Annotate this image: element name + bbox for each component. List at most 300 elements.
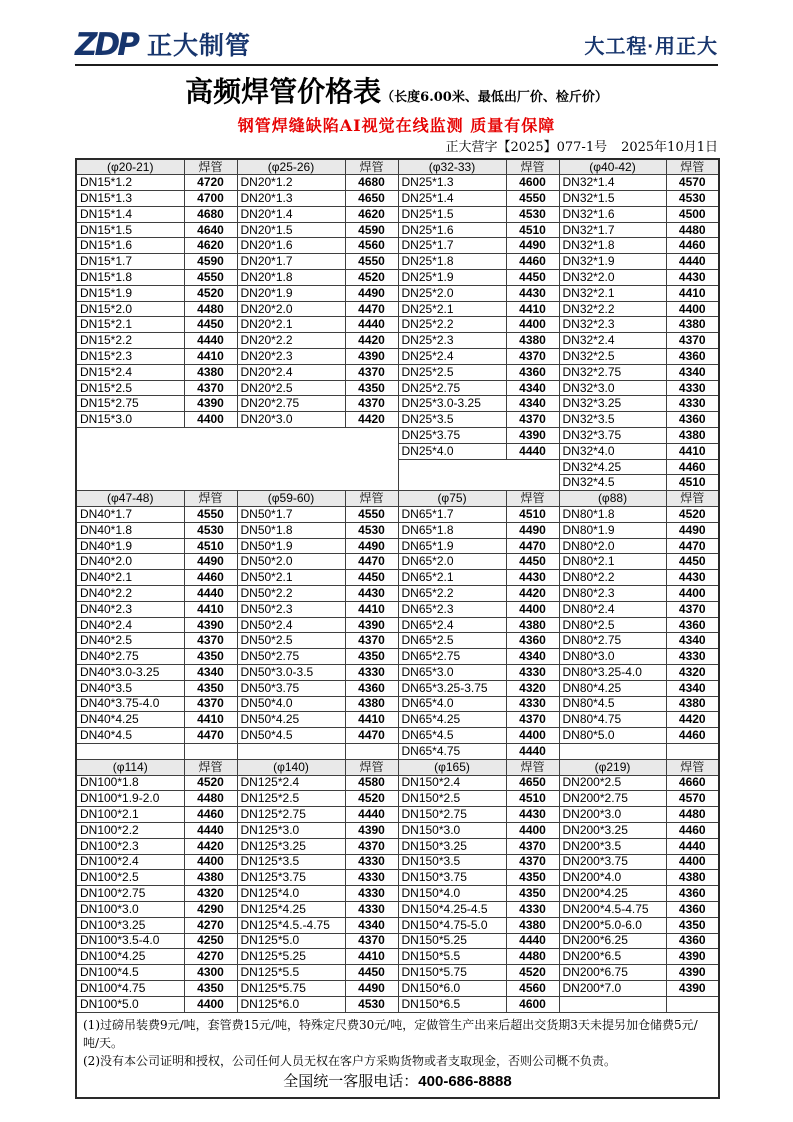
- title-subtitle: （长度6.00米、最低出厂价、检斤价）: [381, 90, 608, 105]
- pipe-size-cell: DN32*2.4: [559, 333, 666, 349]
- doc-date: 2025年10月1日: [621, 140, 718, 155]
- pipe-price-cell: 4400: [666, 301, 719, 317]
- pipe-size-cell: DN150*3.25: [398, 838, 506, 854]
- pipe-price-cell: 4650: [506, 775, 559, 791]
- pipe-size-cell: DN150*2.4: [398, 775, 506, 791]
- pipe-size-cell: DN200*4.25: [559, 886, 666, 902]
- pipe-price-cell: 4550: [184, 270, 237, 286]
- pipe-price-cell: 4360: [666, 617, 719, 633]
- pipe-price-cell: 4400: [506, 728, 559, 744]
- pipe-size-cell: DN32*1.4: [559, 175, 666, 191]
- table-row: [76, 301, 719, 317]
- price-col-header: 焊管: [184, 159, 237, 175]
- pipe-size-cell: DN15*1.3: [76, 191, 184, 207]
- company-logo: [75, 27, 251, 63]
- pipe-price-cell: 4410: [506, 301, 559, 317]
- pipe-size-cell: DN25*2.75: [398, 380, 506, 396]
- pipe-price-cell: 4440: [345, 807, 398, 823]
- pipe-price-cell: 4370: [345, 838, 398, 854]
- pipe-size-cell: DN25*3.5: [398, 412, 506, 428]
- empty-cell: [237, 743, 345, 759]
- pipe-price-cell: 4380: [184, 364, 237, 380]
- pipe-size-cell: DN100*2.2: [76, 822, 184, 838]
- pipe-price-cell: 4390: [184, 617, 237, 633]
- pipe-size-cell: DN50*2.2: [237, 586, 345, 602]
- size-col-header: (φ165): [398, 759, 506, 775]
- pipe-price-cell: 4460: [666, 459, 719, 475]
- price-table-body: [76, 159, 719, 1012]
- table-row: [76, 206, 719, 222]
- size-col-header: (φ25-26): [237, 159, 345, 175]
- pipe-size-cell: DN150*3.5: [398, 854, 506, 870]
- hotline-label: 全国统一客服电话：: [283, 1071, 419, 1090]
- size-col-header: (φ59-60): [237, 491, 345, 507]
- pipe-size-cell: DN80*4.5: [559, 696, 666, 712]
- pipe-price-cell: 4480: [184, 791, 237, 807]
- notes-cell: [76, 1012, 719, 1098]
- pipe-price-cell: 4440: [506, 743, 559, 759]
- pipe-price-cell: 4400: [184, 996, 237, 1012]
- pipe-price-cell: 4490: [345, 980, 398, 996]
- pipe-price-cell: 4490: [506, 238, 559, 254]
- pipe-size-cell: DN100*3.5-4.0: [76, 933, 184, 949]
- pipe-size-cell: DN32*2.1: [559, 285, 666, 301]
- pipe-size-cell: DN50*4.0: [237, 696, 345, 712]
- pipe-size-cell: DN80*4.75: [559, 712, 666, 728]
- pipe-price-cell: 4460: [506, 254, 559, 270]
- pipe-size-cell: DN25*1.6: [398, 222, 506, 238]
- table-row: [76, 775, 719, 791]
- pipe-size-cell: DN25*2.1: [398, 301, 506, 317]
- pipe-size-cell: DN20*1.3: [237, 191, 345, 207]
- pipe-size-cell: DN20*1.8: [237, 270, 345, 286]
- pipe-price-cell: 4510: [506, 507, 559, 523]
- pipe-size-cell: DN100*1.8: [76, 775, 184, 791]
- pipe-size-cell: DN150*4.25-4.5: [398, 901, 506, 917]
- size-col-header: (φ32-33): [398, 159, 506, 175]
- pipe-price-cell: 4490: [506, 522, 559, 538]
- pipe-size-cell: DN65*2.0: [398, 554, 506, 570]
- pipe-size-cell: DN15*1.9: [76, 285, 184, 301]
- size-col-header: (φ75): [398, 491, 506, 507]
- table-row: [76, 380, 719, 396]
- pipe-price-cell: 4680: [345, 175, 398, 191]
- pipe-size-cell: DN40*3.0-3.25: [76, 665, 184, 681]
- pipe-size-cell: DN40*4.25: [76, 712, 184, 728]
- pipe-size-cell: DN25*3.75: [398, 428, 506, 444]
- pipe-size-cell: DN150*6.0: [398, 980, 506, 996]
- pipe-size-cell: DN125*3.25: [237, 838, 345, 854]
- pipe-price-cell: 4470: [506, 538, 559, 554]
- pipe-price-cell: 4660: [666, 775, 719, 791]
- pipe-price-cell: 4360: [666, 901, 719, 917]
- pipe-size-cell: DN200*7.0: [559, 980, 666, 996]
- size-col-header: (φ47-48): [76, 491, 184, 507]
- pipe-price-cell: 4370: [345, 633, 398, 649]
- table-row: [76, 665, 719, 681]
- pipe-size-cell: DN40*1.9: [76, 538, 184, 554]
- pipe-price-cell: 4520: [184, 775, 237, 791]
- pipe-size-cell: DN150*5.25: [398, 933, 506, 949]
- pipe-size-cell: DN32*4.5: [559, 475, 666, 491]
- pipe-size-cell: DN125*5.25: [237, 949, 345, 965]
- pipe-price-cell: 4410: [184, 349, 237, 365]
- pipe-size-cell: DN65*4.25: [398, 712, 506, 728]
- pipe-price-cell: 4600: [506, 996, 559, 1012]
- pipe-price-cell: 4510: [184, 538, 237, 554]
- pipe-size-cell: DN150*6.5: [398, 996, 506, 1012]
- pipe-price-cell: 4530: [184, 522, 237, 538]
- pipe-price-cell: 4400: [506, 822, 559, 838]
- pipe-price-cell: 4590: [345, 222, 398, 238]
- table-row: [76, 901, 719, 917]
- note-1: (1)过磅吊装费9元/吨，套管费15元/吨，特殊定尺费30元/吨，定做管生产出来后超出交货期3天未提另加仓储费5元/吨/天。: [83, 1017, 698, 1050]
- pipe-size-cell: DN50*2.75: [237, 649, 345, 665]
- pipe-price-cell: 4370: [666, 333, 719, 349]
- table-row: [76, 791, 719, 807]
- pipe-price-cell: 4370: [345, 364, 398, 380]
- pipe-price-cell: 4380: [666, 696, 719, 712]
- pipe-size-cell: DN65*1.7: [398, 507, 506, 523]
- table-row: [76, 191, 719, 207]
- pipe-size-cell: DN15*2.5: [76, 380, 184, 396]
- table-row: [76, 728, 719, 744]
- pipe-size-cell: DN20*1.6: [237, 238, 345, 254]
- table-row: [76, 333, 719, 349]
- table-row: [76, 570, 719, 586]
- pipe-size-cell: DN65*2.3: [398, 601, 506, 617]
- hotline: [83, 1071, 712, 1092]
- pipe-size-cell: DN80*5.0: [559, 728, 666, 744]
- pipe-size-cell: DN20*2.1: [237, 317, 345, 333]
- pipe-price-cell: 4700: [184, 191, 237, 207]
- pipe-size-cell: DN200*6.75: [559, 965, 666, 981]
- pipe-price-cell: 4450: [345, 570, 398, 586]
- pipe-size-cell: DN40*2.1: [76, 570, 184, 586]
- table-row: [76, 965, 719, 981]
- table-row: [76, 412, 719, 428]
- pipe-price-cell: 4350: [506, 870, 559, 886]
- pipe-price-cell: 4430: [506, 570, 559, 586]
- pipe-price-cell: 4390: [345, 617, 398, 633]
- pipe-size-cell: DN32*3.0: [559, 380, 666, 396]
- pipe-price-cell: 4680: [184, 206, 237, 222]
- pipe-size-cell: DN32*3.5: [559, 412, 666, 428]
- pipe-size-cell: DN15*2.2: [76, 333, 184, 349]
- pipe-size-cell: DN100*5.0: [76, 996, 184, 1012]
- pipe-size-cell: DN20*2.5: [237, 380, 345, 396]
- pipe-size-cell: DN40*2.5: [76, 633, 184, 649]
- pipe-size-cell: DN50*4.5: [237, 728, 345, 744]
- pipe-price-cell: 4400: [184, 854, 237, 870]
- pipe-price-cell: 4430: [666, 570, 719, 586]
- pipe-size-cell: DN65*2.1: [398, 570, 506, 586]
- pipe-size-cell: DN80*2.2: [559, 570, 666, 586]
- price-col-header: 焊管: [345, 491, 398, 507]
- table-row: [76, 285, 719, 301]
- pipe-price-cell: 4360: [506, 633, 559, 649]
- pipe-price-cell: 4380: [506, 333, 559, 349]
- pipe-size-cell: DN100*3.0: [76, 901, 184, 917]
- pipe-price-cell: 4400: [184, 412, 237, 428]
- empty-cell: [76, 743, 184, 759]
- pipe-price-cell: 4530: [345, 522, 398, 538]
- pipe-size-cell: DN100*2.75: [76, 886, 184, 902]
- pipe-size-cell: DN65*2.2: [398, 586, 506, 602]
- pipe-size-cell: DN150*2.75: [398, 807, 506, 823]
- quality-notice: 钢管焊缝缺陷AI视觉在线监测 质量有保障: [237, 116, 556, 135]
- pipe-size-cell: DN20*2.3: [237, 349, 345, 365]
- pipe-price-cell: 4520: [345, 270, 398, 286]
- pipe-price-cell: 4480: [666, 807, 719, 823]
- pipe-size-cell: DN200*3.75: [559, 854, 666, 870]
- pipe-size-cell: DN65*1.8: [398, 522, 506, 538]
- pipe-size-cell: DN150*3.75: [398, 870, 506, 886]
- table-row: [76, 364, 719, 380]
- pipe-price-cell: 4350: [506, 886, 559, 902]
- pipe-price-cell: 4450: [506, 554, 559, 570]
- pipe-price-cell: 4370: [184, 633, 237, 649]
- table-row: [76, 586, 719, 602]
- header-divider: [75, 64, 718, 66]
- zdp-logo-mark: ZDP: [75, 27, 137, 63]
- pipe-price-cell: 4350: [184, 680, 237, 696]
- pipe-price-cell: 4480: [184, 301, 237, 317]
- table-row: [76, 933, 719, 949]
- pipe-size-cell: DN50*2.0: [237, 554, 345, 570]
- pipe-price-cell: 4520: [184, 285, 237, 301]
- pipe-size-cell: DN15*1.7: [76, 254, 184, 270]
- pipe-price-cell: 4300: [184, 965, 237, 981]
- pipe-price-cell: 4530: [345, 996, 398, 1012]
- size-col-header: (φ140): [237, 759, 345, 775]
- pipe-size-cell: DN200*2.75: [559, 791, 666, 807]
- pipe-size-cell: DN32*2.2: [559, 301, 666, 317]
- pipe-price-cell: 4620: [184, 238, 237, 254]
- pipe-size-cell: DN40*2.4: [76, 617, 184, 633]
- table-row: [76, 538, 719, 554]
- pipe-size-cell: DN200*6.25: [559, 933, 666, 949]
- pipe-size-cell: DN15*1.2: [76, 175, 184, 191]
- empty-cell: [184, 743, 237, 759]
- pipe-price-cell: 4320: [506, 680, 559, 696]
- pipe-size-cell: DN20*1.7: [237, 254, 345, 270]
- pipe-size-cell: DN65*4.0: [398, 696, 506, 712]
- pipe-price-cell: 4340: [345, 917, 398, 933]
- pipe-price-cell: 4320: [184, 886, 237, 902]
- pipe-size-cell: DN32*1.6: [559, 206, 666, 222]
- pipe-price-cell: 4250: [184, 933, 237, 949]
- pipe-price-cell: 4390: [506, 428, 559, 444]
- pipe-size-cell: DN32*2.3: [559, 317, 666, 333]
- pipe-size-cell: DN100*3.25: [76, 917, 184, 933]
- pipe-size-cell: DN40*2.3: [76, 601, 184, 617]
- pipe-size-cell: DN80*2.1: [559, 554, 666, 570]
- pipe-size-cell: DN80*2.0: [559, 538, 666, 554]
- pipe-price-cell: 4720: [184, 175, 237, 191]
- section-header-row: [76, 491, 719, 507]
- table-row: [76, 396, 719, 412]
- table-row: [76, 743, 719, 759]
- pipe-size-cell: DN15*2.3: [76, 349, 184, 365]
- size-col-header: (φ20-21): [76, 159, 184, 175]
- pipe-size-cell: DN125*2.75: [237, 807, 345, 823]
- pipe-size-cell: DN65*3.0: [398, 665, 506, 681]
- pipe-price-cell: 4360: [506, 364, 559, 380]
- pipe-price-cell: 4460: [666, 238, 719, 254]
- pipe-size-cell: DN15*2.4: [76, 364, 184, 380]
- pipe-price-cell: 4370: [345, 396, 398, 412]
- pipe-price-cell: 4430: [506, 807, 559, 823]
- pipe-price-cell: 4470: [666, 538, 719, 554]
- pipe-size-cell: DN125*5.5: [237, 965, 345, 981]
- pipe-price-cell: 4380: [666, 317, 719, 333]
- pipe-size-cell: DN40*3.75-4.0: [76, 696, 184, 712]
- table-row: [76, 807, 719, 823]
- pipe-price-cell: 4400: [666, 586, 719, 602]
- pipe-price-cell: 4460: [184, 570, 237, 586]
- pipe-price-cell: 4640: [184, 222, 237, 238]
- pipe-price-cell: 4380: [506, 617, 559, 633]
- note-2: (2)没有本公司证明和授权，公司任何人员无权在客户方采购货物或者支取现金，否则公司概不负责。: [83, 1053, 617, 1068]
- pipe-price-cell: 4500: [666, 206, 719, 222]
- pipe-size-cell: DN25*4.0: [398, 443, 506, 459]
- pipe-size-cell: DN100*4.5: [76, 965, 184, 981]
- pipe-price-cell: 4430: [345, 586, 398, 602]
- table-row: [76, 996, 719, 1012]
- pipe-price-cell: 4470: [184, 728, 237, 744]
- pipe-price-cell: 4440: [506, 443, 559, 459]
- pipe-size-cell: DN200*3.25: [559, 822, 666, 838]
- pipe-price-cell: 4330: [345, 886, 398, 902]
- pipe-price-cell: 4460: [666, 822, 719, 838]
- pipe-size-cell: DN40*1.7: [76, 507, 184, 523]
- pipe-size-cell: DN80*1.9: [559, 522, 666, 538]
- pipe-size-cell: DN25*1.8: [398, 254, 506, 270]
- pipe-price-cell: 4560: [345, 238, 398, 254]
- pipe-size-cell: DN65*2.5: [398, 633, 506, 649]
- pipe-size-cell: DN150*2.5: [398, 791, 506, 807]
- pipe-size-cell: DN25*2.3: [398, 333, 506, 349]
- table-row: [76, 854, 719, 870]
- pipe-size-cell: DN100*2.1: [76, 807, 184, 823]
- pipe-price-cell: 4450: [506, 270, 559, 286]
- pipe-price-cell: 4350: [345, 380, 398, 396]
- table-row: [76, 522, 719, 538]
- pipe-price-cell: 4370: [666, 601, 719, 617]
- pipe-size-cell: DN125*3.5: [237, 854, 345, 870]
- pipe-size-cell: DN32*3.25: [559, 396, 666, 412]
- size-col-header: (φ40-42): [559, 159, 666, 175]
- pipe-size-cell: DN80*3.0: [559, 649, 666, 665]
- pipe-size-cell: DN100*4.75: [76, 980, 184, 996]
- pipe-size-cell: DN20*2.4: [237, 364, 345, 380]
- pipe-size-cell: DN65*2.75: [398, 649, 506, 665]
- table-row: [76, 601, 719, 617]
- pipe-size-cell: DN80*2.3: [559, 586, 666, 602]
- pipe-size-cell: DN20*3.0: [237, 412, 345, 428]
- pipe-size-cell: DN125*4.5.-4.75: [237, 917, 345, 933]
- pipe-price-cell: 4490: [666, 522, 719, 538]
- pipe-price-cell: 4270: [184, 949, 237, 965]
- pipe-size-cell: DN40*2.2: [76, 586, 184, 602]
- pipe-price-cell: 4430: [506, 285, 559, 301]
- brand-slogan: 大工程·用正大: [584, 36, 718, 58]
- pipe-price-cell: 4420: [506, 586, 559, 602]
- pipe-size-cell: DN125*5.0: [237, 933, 345, 949]
- pipe-price-cell: 4330: [345, 665, 398, 681]
- pipe-price-cell: 4520: [345, 791, 398, 807]
- pipe-price-cell: 4350: [345, 649, 398, 665]
- doc-number-line: [75, 139, 718, 156]
- pipe-size-cell: DN80*2.4: [559, 601, 666, 617]
- pipe-price-cell: 4360: [666, 933, 719, 949]
- pipe-price-cell: 4570: [666, 175, 719, 191]
- pipe-size-cell: DN20*1.4: [237, 206, 345, 222]
- pipe-price-cell: 4410: [345, 949, 398, 965]
- title-main: 高频焊管价格表: [185, 75, 382, 108]
- pipe-price-cell: 4470: [345, 728, 398, 744]
- price-col-header: 焊管: [506, 759, 559, 775]
- pipe-size-cell: DN200*2.5: [559, 775, 666, 791]
- pipe-price-cell: 4570: [666, 791, 719, 807]
- pipe-price-cell: 4470: [345, 554, 398, 570]
- pipe-price-cell: 4390: [345, 349, 398, 365]
- pipe-price-cell: 4340: [666, 633, 719, 649]
- pipe-size-cell: DN15*2.75: [76, 396, 184, 412]
- pipe-price-cell: 4340: [666, 680, 719, 696]
- pipe-size-cell: DN25*2.2: [398, 317, 506, 333]
- pipe-size-cell: DN15*1.4: [76, 206, 184, 222]
- pipe-size-cell: DN100*1.9-2.0: [76, 791, 184, 807]
- pipe-price-cell: 4460: [184, 807, 237, 823]
- pipe-price-cell: 4550: [184, 507, 237, 523]
- table-row: [76, 270, 719, 286]
- pipe-size-cell: DN20*1.5: [237, 222, 345, 238]
- pipe-size-cell: DN25*2.4: [398, 349, 506, 365]
- brand-header: [75, 24, 718, 63]
- pipe-size-cell: DN32*2.5: [559, 349, 666, 365]
- pipe-price-cell: 4290: [184, 901, 237, 917]
- pipe-size-cell: DN50*1.9: [237, 538, 345, 554]
- pipe-size-cell: DN25*2.5: [398, 364, 506, 380]
- pipe-size-cell: DN65*4.75: [398, 743, 506, 759]
- pipe-price-cell: 4410: [666, 285, 719, 301]
- notes-row: [76, 1012, 719, 1098]
- pipe-price-cell: 4420: [345, 412, 398, 428]
- pipe-price-cell: 4350: [666, 917, 719, 933]
- table-row: [76, 222, 719, 238]
- table-row: [76, 949, 719, 965]
- pipe-size-cell: DN100*2.3: [76, 838, 184, 854]
- table-row: [76, 175, 719, 191]
- pipe-size-cell: DN200*6.5: [559, 949, 666, 965]
- pipe-price-cell: 4370: [506, 854, 559, 870]
- empty-cell: [76, 428, 398, 491]
- pipe-price-cell: 4330: [506, 696, 559, 712]
- size-col-header: (φ88): [559, 491, 666, 507]
- pipe-price-cell: 4340: [506, 380, 559, 396]
- pipe-size-cell: DN15*1.6: [76, 238, 184, 254]
- pipe-size-cell: DN200*4.5-4.75: [559, 901, 666, 917]
- table-row: [76, 317, 719, 333]
- pipe-price-cell: 4400: [506, 317, 559, 333]
- pipe-price-cell: 4410: [345, 712, 398, 728]
- pipe-price-cell: 4370: [506, 349, 559, 365]
- pipe-price-cell: 4370: [184, 380, 237, 396]
- pipe-size-cell: DN65*2.4: [398, 617, 506, 633]
- price-col-header: 焊管: [666, 491, 719, 507]
